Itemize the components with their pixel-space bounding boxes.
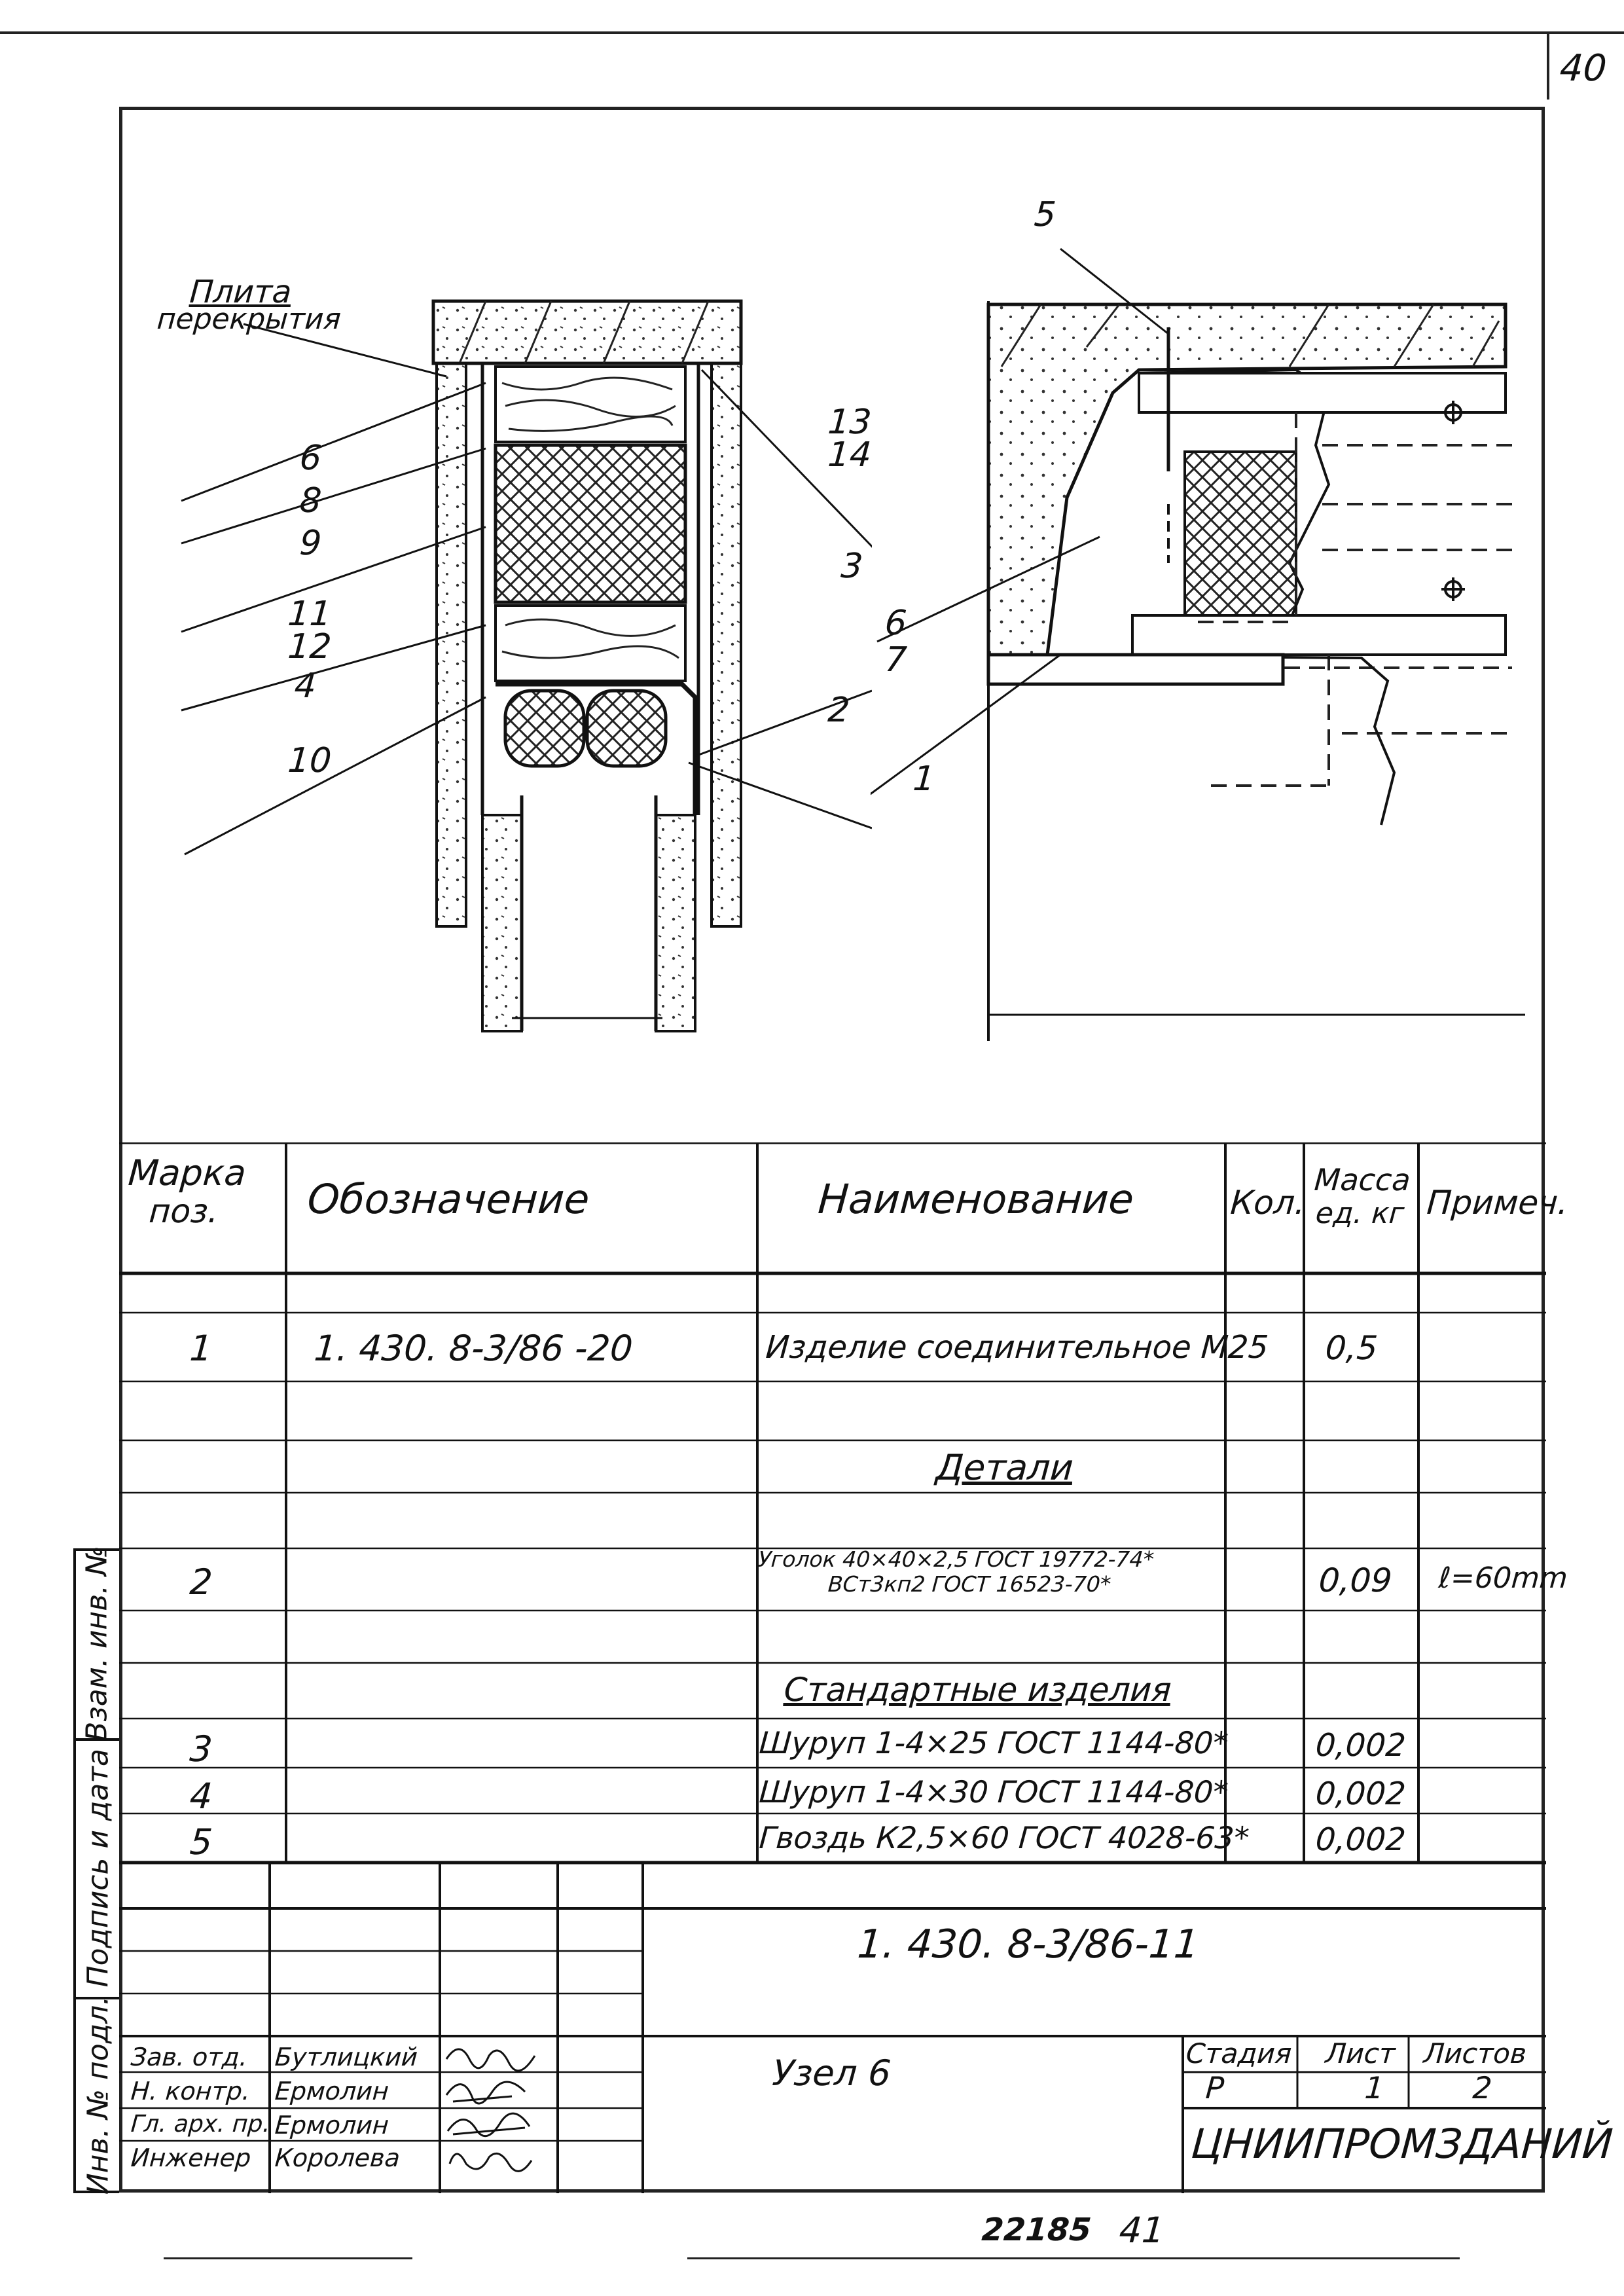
- callout-6-left: 6: [298, 439, 323, 478]
- person-role-1: Зав. отд.: [130, 2043, 249, 2071]
- col-header-mass-1: Масса: [1313, 1162, 1412, 1197]
- row4-mass: 0,002: [1314, 1776, 1407, 1812]
- col-header-mark-1: Марка: [126, 1152, 247, 1194]
- col-header-qty: Кол.: [1229, 1184, 1307, 1222]
- footer-number: 22185: [981, 2212, 1092, 2248]
- col-header-mark-2: поз.: [147, 1192, 220, 1230]
- col-header-note: Примеч.: [1425, 1184, 1570, 1222]
- footer-line-left: [164, 2257, 412, 2259]
- callout-14: 14: [826, 435, 873, 475]
- stage-value: Р: [1204, 2070, 1225, 2105]
- row5-pos: 5: [188, 1821, 214, 1863]
- person-role-4: Инженер: [130, 2143, 252, 2172]
- row3-mass: 0,002: [1314, 1727, 1407, 1764]
- spec-table-grid: [119, 1142, 1546, 2193]
- row3-pos: 3: [188, 1728, 214, 1770]
- callout-2: 2: [826, 691, 852, 730]
- person-name-1: Бутлицкий: [274, 2043, 419, 2071]
- callout-4: 4: [293, 666, 318, 706]
- elevation-drawing-right: [871, 196, 1525, 1048]
- section-details: Детали: [934, 1447, 1075, 1488]
- top-rule: [0, 31, 1624, 34]
- section-drawing-left: [119, 108, 872, 1044]
- person-role-2: Н. контр.: [130, 2077, 251, 2105]
- stage-label: Стадия: [1185, 2037, 1293, 2069]
- callout-3: 3: [839, 547, 865, 586]
- callout-11: 11: [286, 594, 333, 634]
- doc-code: 1. 430. 8-3/86-11: [856, 1922, 1200, 1967]
- sheet-value: 1: [1363, 2070, 1386, 2105]
- row4-pos: 4: [188, 1776, 214, 1817]
- row2-note: ℓ=60mm: [1437, 1561, 1569, 1595]
- row2-pos: 2: [188, 1561, 214, 1603]
- node-title: Узел 6: [770, 2052, 893, 2094]
- plate-label-1: Плита: [189, 274, 293, 310]
- person-name-3: Ермолин: [274, 2111, 390, 2140]
- sheet-label: Лист: [1324, 2037, 1397, 2069]
- signatures: [440, 2036, 558, 2187]
- callout-13: 13: [826, 403, 873, 442]
- callout-8: 8: [298, 481, 323, 520]
- row3-name: Шуруп 1-4×25 ГОСТ 1144-80*: [758, 1725, 1230, 1760]
- side-stamp-orig-inv: Инв. № подл.: [81, 1995, 115, 2195]
- side-stamp-replace-inv: Взам. инв. №: [80, 1546, 114, 1741]
- person-name-4: Королева: [274, 2143, 401, 2172]
- col-header-mass-2: ед. кг: [1314, 1197, 1405, 1230]
- person-role-3: Гл. арх. пр.: [130, 2111, 272, 2138]
- callout-7: 7: [883, 640, 909, 680]
- callout-10: 10: [286, 741, 333, 780]
- page-corner-number: 40: [1558, 47, 1608, 90]
- callout-9: 9: [298, 524, 323, 563]
- footer-line-right: [687, 2257, 1460, 2259]
- sheets-value: 2: [1471, 2070, 1494, 2105]
- organization: ЦНИИПРОМЗДАНИЙ: [1189, 2120, 1615, 2168]
- row1-mass: 0,5: [1324, 1329, 1379, 1367]
- row5-name: Гвоздь К2,5×60 ГОСТ 4028-63*: [758, 1820, 1251, 1855]
- col-header-name: Наименование: [816, 1175, 1136, 1223]
- row2-name-1: Уголок 40×40×2,5 ГОСТ 19772-74*: [757, 1546, 1155, 1572]
- row1-designation: 1. 430. 8-3/86 -20: [312, 1328, 634, 1369]
- callout-5: 5: [1032, 195, 1058, 234]
- callout-6-right: 6: [883, 604, 909, 643]
- footer-page: 41: [1117, 2210, 1166, 2251]
- person-name-2: Ермолин: [274, 2077, 390, 2105]
- plate-label-2: перекрытия: [156, 302, 342, 336]
- col-header-designation: Обозначение: [306, 1175, 591, 1223]
- row2-name-2: ВСт3кп2 ГОСТ 16523-70*: [827, 1571, 1112, 1597]
- row2-mass: 0,09: [1317, 1561, 1394, 1599]
- row1-pos: 1: [188, 1328, 214, 1369]
- section-standard: Стандартные изделия: [782, 1671, 1173, 1709]
- row4-name: Шуруп 1-4×30 ГОСТ 1144-80*: [758, 1774, 1230, 1810]
- row5-mass: 0,002: [1314, 1821, 1407, 1858]
- row1-name: Изделие соединительное М25: [765, 1329, 1270, 1366]
- callout-12: 12: [286, 627, 333, 666]
- sheets-label: Листов: [1422, 2037, 1528, 2069]
- callout-1: 1: [911, 759, 937, 799]
- side-stamp-sign-date: Подпись и дата: [81, 1749, 115, 1988]
- corner-divider: [1547, 34, 1549, 100]
